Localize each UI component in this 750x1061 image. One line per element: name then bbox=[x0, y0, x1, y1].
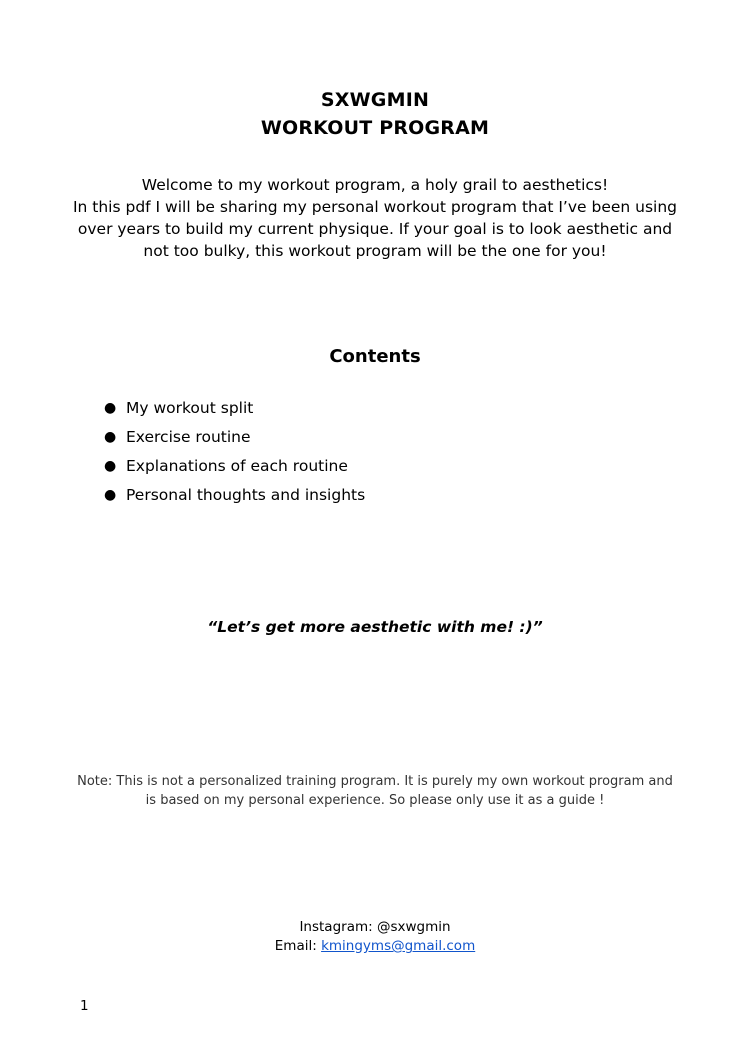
list-item-text: My workout split bbox=[126, 399, 254, 417]
list-item bbox=[100, 452, 365, 481]
instagram-handle: Instagram: @sxwgmin bbox=[299, 919, 451, 935]
intro-line: Welcome to my workout program, a holy grail to aesthetics! bbox=[141, 176, 609, 194]
contents-heading: Contents bbox=[329, 346, 421, 367]
intro-paragraph bbox=[60, 174, 690, 262]
list-item-text: Explanations of each routine bbox=[126, 457, 348, 475]
document-title-line1: SXWGMIN bbox=[320, 89, 430, 111]
contact-info bbox=[0, 918, 750, 956]
bullet-icon: ● bbox=[104, 400, 117, 416]
contents-list bbox=[100, 394, 365, 510]
disclaimer-note bbox=[60, 772, 690, 810]
list-item bbox=[100, 481, 365, 510]
intro-line: not too bulky, this workout program will be the one for you! bbox=[143, 242, 607, 260]
intro-line: In this pdf I will be sharing my personal workout program that I’ve been using bbox=[72, 198, 678, 216]
email-link[interactable]: kmingyms@gmail.com bbox=[321, 938, 476, 954]
email-label: Email: bbox=[274, 938, 322, 954]
motto-quote: “Let’s get more aesthetic with me! :)” bbox=[207, 618, 543, 636]
document-title-line2: WORKOUT PROGRAM bbox=[260, 117, 490, 139]
list-item-text: Personal thoughts and insights bbox=[126, 486, 366, 504]
bullet-icon: ● bbox=[104, 487, 117, 503]
bullet-icon: ● bbox=[104, 429, 117, 445]
bullet-icon: ● bbox=[104, 458, 117, 474]
email-line bbox=[0, 937, 750, 956]
note-line: Note: This is not a personalized training program. It is purely my own workout program and bbox=[77, 774, 673, 789]
page-number: 1 bbox=[80, 998, 89, 1014]
list-item bbox=[100, 423, 365, 452]
list-item-text: Exercise routine bbox=[126, 428, 251, 446]
list-item bbox=[100, 394, 365, 423]
note-line: is based on my personal experience. So please only use it as a guide ! bbox=[145, 793, 605, 808]
intro-line: over years to build my current physique. If your goal is to look aesthetic and bbox=[77, 220, 673, 238]
